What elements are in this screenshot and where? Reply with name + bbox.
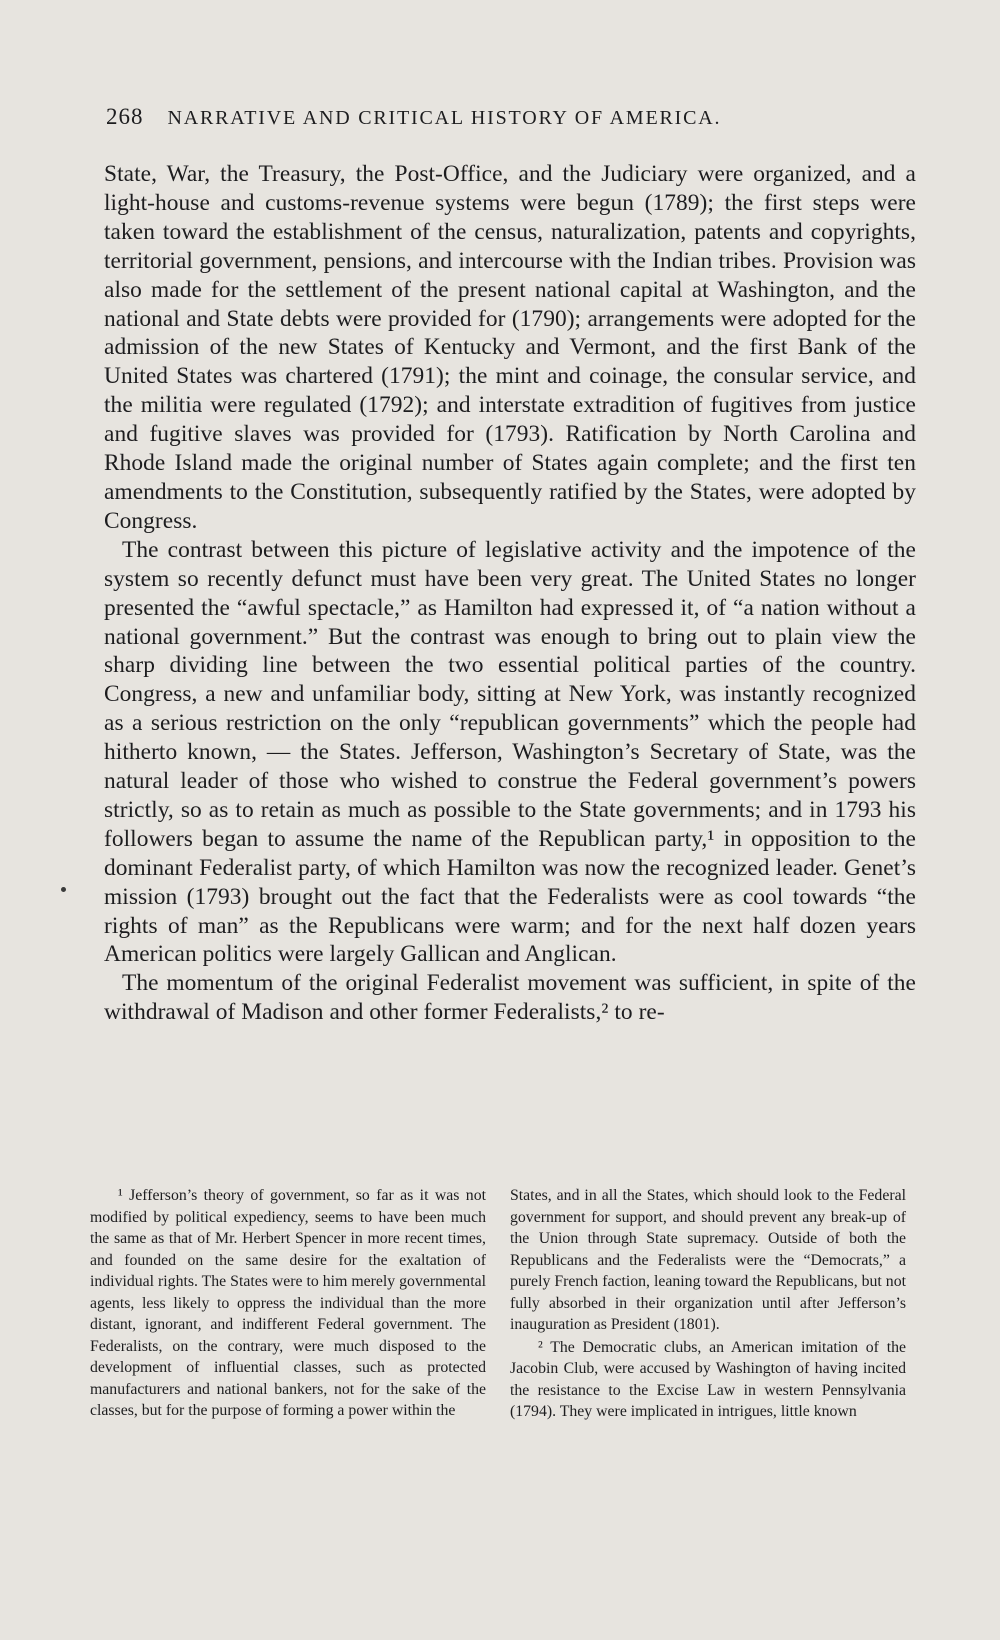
print-speck <box>61 887 66 892</box>
paragraph: The contrast between this picture of legislative activity and the impotence of the system so recently defunct must have been very great. The United States no longer presented the “awful spectacle,” as Hamilton had expressed it, of “a nation without a national government.” But the contrast was enough to bring out to plain view the sharp dividing line between the two essential political parties of the country. Congress, a new and unfamiliar body, sitting at New York, was instantly recognized as a serious restriction on the only “republican governments” which the people had hitherto known, — the States. Jefferson, Washington’s Secretary of State, was the natural leader of those who wished to construe the Federal government’s powers strictly, so as to retain as much as possible to the State governments; and in 1793 his followers began to assume the name of the Republican party,¹ in opposition to the dominant Federalist party, of which Hamilton was now the recognized leader. Genet’s mission (1793) brought out the fact that the Federalists were as cool towards “the rights of man” as the Republicans were warm; and for the next half dozen years American politics were largely Gallican and Anglican. <box>104 536 916 968</box>
running-title: NARRATIVE AND CRITICAL HISTORY OF AMERICA. <box>167 107 722 129</box>
footnotes <box>90 1185 906 1423</box>
footnote-column-left <box>90 1185 486 1423</box>
footnote: ² The Democratic clubs, an American imitation of the Jacobin Club, were accused by Washington of having incited the resistance to the Excise Law in western Pennsylvania (1794). They were implicated in intrigues, little known <box>510 1338 906 1420</box>
paragraph: The momentum of the original Federalist movement was sufficient, in spite of the withdrawal of Madison and other former Federalists,² to re- <box>104 970 916 1026</box>
footnote-column-right <box>510 1185 906 1423</box>
page-number: 268 <box>106 104 144 129</box>
running-header <box>106 104 826 138</box>
paragraph: State, War, the Treasury, the Post-Office, and the Judiciary were organized, and a light-house and customs-revenue systems were begun (1789); the first steps were taken toward the establishment of the census, naturalization, patents and copyrights, territorial government, pensions, and intercourse with the Indian tribes. Provision was also made for the settlement of the present national capital at Washington, and the national and State debts were provided for (1790); arrangements were adopted for the admission of the new States of Kentucky and Vermont, and the first Bank of the United States was chartered (1791); the mint and coinage, the consular service, and the militia were regulated (1792); and interstate extradition of fugitives from justice and fugitive slaves was provided for (1793). Ratification by North Carolina and Rhode Island made the original number of States again complete; and the first ten amendments to the Constitution, subsequently ratified by the States, were adopted by Congress. <box>104 161 916 534</box>
footnote: ¹ Jefferson’s theory of government, so far as it was not modified by political expediency, seems to have been much the same as that of Mr. Herbert Spencer in more recent times, and founded on the same desire for the exaltation of individual rights. The States were to him merely governmental agents, less likely to oppress the individual than the more distant, ignorant, and indifferent Federal government. The Federalists, on the contrary, were much disposed to the development of influential classes, such as protected manufacturers and national bankers, not for the sake of the classes, but for the purpose of forming a power within the <box>90 1187 486 1419</box>
main-text <box>104 160 916 1027</box>
footnote-continuation: States, and in all the States, which should look to the Federal government for support, and should prevent any break-up of the Union through State supremacy. Outside of both the Republicans and the Federalists were the “Democrats,” a purely French faction, leaning toward the Republicans, but not fully absorbed in their organization until after Jefferson’s inauguration as President (1801). <box>510 1187 906 1333</box>
